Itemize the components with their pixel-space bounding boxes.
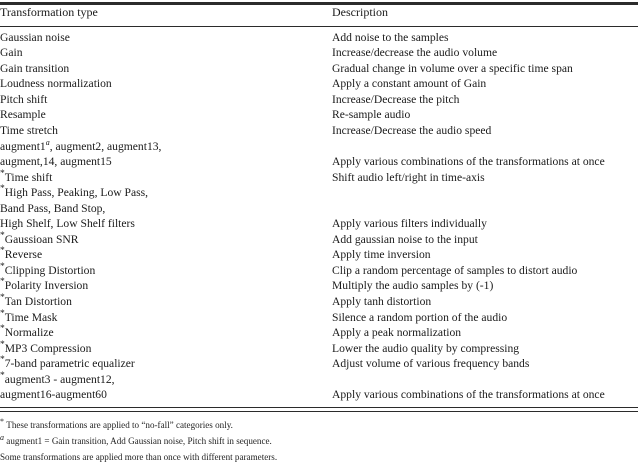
footnote-marker-asterisk: *: [0, 168, 5, 179]
cell-transformation-type: Gain: [0, 46, 23, 60]
footnote-marker-asterisk: *: [0, 246, 5, 257]
footnote-marker-asterisk: *: [0, 339, 5, 350]
cell-transformation-type: Gaussian noise: [0, 30, 70, 44]
footnote-text: augment1 = Gain transition, Add Gaussian noise, Pitch shift in sequence.: [6, 436, 272, 447]
table-row: [0, 294, 638, 310]
cell-description: Increase/decrease the audio volume: [332, 46, 498, 60]
table-body: [0, 27, 638, 403]
footnote-marker-asterisk: *: [0, 230, 5, 241]
table-header: [0, 5, 638, 21]
column-header-transformation-type: Transformation type: [0, 5, 98, 19]
table-row: [0, 387, 638, 403]
table-row: [0, 92, 638, 108]
transformation-label: MP3 Compression: [4, 341, 92, 355]
cell-transformation-type: [0, 170, 332, 186]
table-row: [0, 170, 638, 186]
footnote-general: [0, 449, 638, 465]
cell-transformation-type: [0, 294, 332, 310]
cell-description: Lower the audio quality by compressing: [332, 341, 520, 355]
cell-transformation-type: Loudness normalization: [0, 77, 112, 91]
footnote-marker-asterisk: *: [0, 324, 5, 335]
footnote-asterisk: [0, 417, 638, 433]
cell-transformation-type: [0, 310, 332, 326]
transformation-label: 7-band parametric equalizer: [4, 357, 135, 371]
cell-transformation-type: Resample: [0, 108, 46, 122]
cell-transformation-type: [0, 185, 332, 201]
cell-description: Multiply the audio samples by (-1): [332, 279, 494, 293]
cell-description: [332, 201, 638, 217]
footnote-marker-a: a: [45, 137, 50, 147]
cell-description: Shift audio left/right in time-axis: [332, 170, 485, 184]
cell-transformation-type: [0, 139, 332, 155]
cell-description: Apply time inversion: [332, 248, 431, 262]
footnote-marker-asterisk: *: [0, 355, 5, 366]
table-row: [0, 341, 638, 357]
cell-description: Add gaussian noise to the input: [332, 232, 478, 246]
cell-description: [332, 372, 638, 388]
cell-description: [332, 139, 638, 155]
cell-transformation-type: Time stretch: [0, 124, 58, 138]
cell-transformation-type: [0, 232, 332, 248]
table-row: [0, 61, 638, 77]
cell-description: Re-sample audio: [332, 108, 411, 122]
cell-description: Apply various combinations of the transformations at once: [332, 388, 605, 402]
cell-description: Clip a random percentage of samples to distort audio: [332, 263, 578, 277]
table-row: [0, 216, 638, 232]
footnote-mark-asterisk-icon: *: [0, 417, 4, 426]
table-row: [0, 27, 638, 45]
footnote-mark-a-icon: a: [0, 433, 4, 443]
table-header-row: [0, 5, 638, 21]
transformation-label: Normalize: [4, 326, 54, 340]
table-row: [0, 372, 638, 388]
table-row: [0, 185, 638, 201]
footnote-text: These transformations are applied to “no-fall” categories only.: [6, 420, 233, 431]
cell-transformation-type: High Shelf, Low Shelf filters: [0, 217, 135, 231]
cell-description: Apply various filters individually: [332, 217, 487, 231]
transformation-table-body: [0, 27, 638, 403]
transformation-label: Reverse: [4, 248, 43, 262]
table-row: [0, 247, 638, 263]
cell-description: Gradual change in volume over a specific time span: [332, 61, 573, 75]
table-row: [0, 263, 638, 279]
cell-transformation-type: [0, 263, 332, 279]
table-row: [0, 154, 638, 170]
cell-transformation-type: [0, 325, 332, 341]
transformation-label: augment3 - augment12,: [4, 372, 115, 386]
column-header-description: Description: [332, 5, 388, 19]
cell-description: Increase/Decrease the audio speed: [332, 124, 492, 138]
cell-transformation-type: Pitch shift: [0, 92, 48, 106]
cell-transformation-type: augment,14, augment15: [0, 155, 112, 169]
augment1-label: augment1: [0, 139, 46, 153]
table-row: [0, 139, 638, 155]
cell-description: Silence a random portion of the audio: [332, 310, 508, 324]
cell-transformation-type: [0, 278, 332, 294]
table-bottom-rule: [0, 407, 638, 409]
cell-transformation-type: Band Pass, Band Stop,: [0, 201, 106, 215]
cell-transformation-type: [0, 247, 332, 263]
footnote-marker-asterisk: *: [0, 308, 5, 319]
table-row: [0, 123, 638, 139]
cell-description: [332, 185, 638, 201]
transformation-table-figure: [0, 2, 640, 463]
cell-description: Apply various combinations of the transformations at once: [332, 155, 605, 169]
table-row: [0, 325, 638, 341]
transformation-label: Tan Distortion: [4, 295, 72, 309]
transformation-label: Clipping Distortion: [4, 263, 96, 277]
table-row: [0, 232, 638, 248]
footnote-a: [0, 433, 638, 449]
transformation-label: High Pass, Peaking, Low Pass,: [4, 186, 149, 200]
table-row: [0, 76, 638, 92]
footnote-marker-asterisk: *: [0, 262, 5, 273]
cell-transformation-type: [0, 341, 332, 357]
footnote-marker-asterisk: *: [0, 277, 5, 288]
table-row: [0, 201, 638, 217]
transformation-label: Time Mask: [4, 310, 58, 324]
table-footnotes: [0, 412, 638, 466]
cell-transformation-type: augment16-augment60: [0, 388, 107, 402]
cell-description: Adjust volume of various frequency bands: [332, 357, 530, 371]
cell-description: Apply a peak normalization: [332, 326, 462, 340]
table-row: [0, 107, 638, 123]
cell-transformation-type: [0, 372, 332, 388]
cell-description: Increase/Decrease the pitch: [332, 92, 460, 106]
cell-description: Apply tanh distortion: [332, 295, 432, 309]
footnote-marker-asterisk: *: [0, 293, 5, 304]
augment1-suffix: , augment2, augment13,: [49, 139, 162, 153]
transformation-label: Gaussioan SNR: [4, 232, 79, 246]
cell-transformation-type: [0, 356, 332, 372]
transformation-table: [0, 5, 638, 21]
table-row: [0, 45, 638, 61]
transformation-label: Polarity Inversion: [4, 279, 89, 293]
footnote-marker-asterisk: *: [0, 184, 5, 195]
cell-transformation-type: Gain transition: [0, 61, 70, 75]
cell-description: Apply a constant amount of Gain: [332, 77, 487, 91]
cell-description: Add noise to the samples: [332, 30, 449, 44]
table-row: [0, 278, 638, 294]
transformation-label: Time shift: [4, 170, 53, 184]
footnote-marker-asterisk: *: [0, 370, 5, 381]
table-row: [0, 356, 638, 372]
table-row: [0, 310, 638, 326]
footnote-text: Some transformations are applied more than once with different parameters.: [0, 452, 278, 463]
